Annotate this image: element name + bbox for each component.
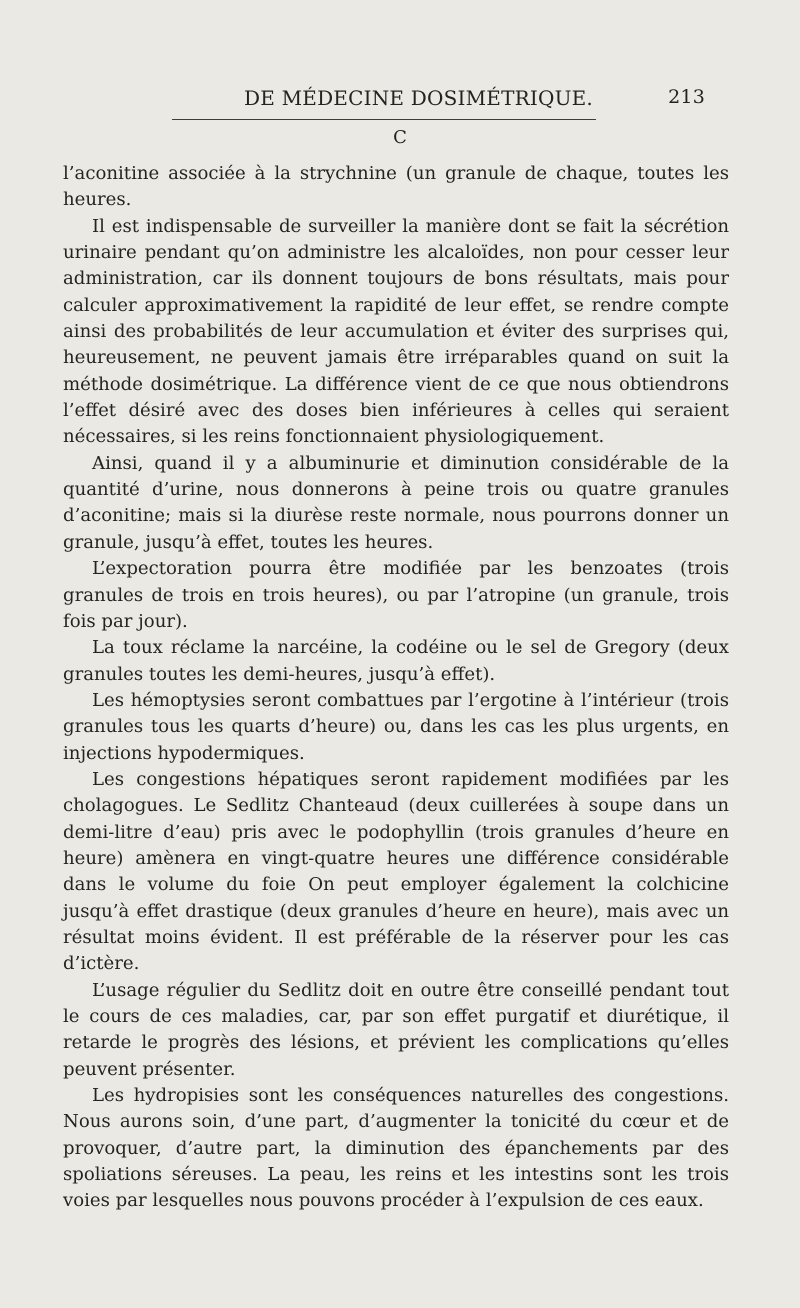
paragraph-hepatic-congestions: Les congestions hépatiques seront rapidement modifiées par les cholagogues. Le Sedlitz Chanteaud (deux cuillerées à soupe dans un demi-litre d’eau) pris avec le podophyllin (trois granules d’heure en heure) amènera en vingt-quatre heures une différence considérable dans le volume du foie On peut employer également la colchicine jusqu’à effet drastique (deux granules d’heure en heure), mais avec un résultat moins évident. Il est préférable de la réserver pour les cas d’ictère. <box>63 768 729 975</box>
paragraph-urinary-secretion: Il est indispensable de surveiller la manière dont se fait la sécrétion urinaire pendant qu’on administre les alcaloïdes, non pour cesser leur administration, car ils donnent toujours de bons résultats, mais pour calculer approximativement la rapidité de leur effet, se rendre compte ainsi des probabilités de leur accumulation et éviter des surprises qui, heureusement, ne peuvent jamais être irréparables quand on suit la méthode dosimétrique. La différence vient de ce que nous obtiendrons l’effet désiré avec des doses bien inférieures à celles qui seraient nécessaires, si les reins fonctionnaient physiologiquement. <box>63 215 729 448</box>
signature-mark: C <box>393 127 407 148</box>
running-head <box>90 86 710 110</box>
paragraph-hemoptysis: Les hémoptysies seront combattues par l’ergotine à l’intérieur (trois granules tous les quarts d’heure) ou, dans les cas les plus urgents, en injections hypodermiques. <box>63 689 729 764</box>
header-rule <box>172 119 596 120</box>
paragraph-sedlitz-use: L’usage régulier du Sedlitz doit en outre être conseillé pendant tout le cours de ces maladies, car, par son effet purgatif et diurétique, il retarde le progrès des lésions, et prévient les complications qu’elles peuvent présenter. <box>63 979 729 1080</box>
paragraph-cough: La toux réclame la narcéine, la codéine ou le sel de Gregory (deux granules toutes les demi-heures, jusqu’à effet). <box>63 637 729 685</box>
running-title: DE MÉDECINE DOSIMÉTRIQUE. <box>244 86 593 110</box>
paragraph-expectoration: L’expectoration pourra être modifiée par les benzoates (trois granules de trois en trois heures), ou par l’atropine (un granule, trois fois par jour). <box>63 558 729 632</box>
paragraph-albuminuria: Ainsi, quand il y a albuminurie et diminution considérable de la quantité d’urine, nous donnerons à peine trois ou quatre granules d’aconitine; mais si la diurèse reste normale, nous pourrons donner un granule, jusqu’à effet, toutes les heures. <box>63 452 729 553</box>
paragraph-continued: l’aconitine associée à la strychnine (un granule de chaque, toutes les heures. <box>63 163 729 211</box>
paragraph-hydropsies: Les hydropisies sont les conséquences naturelles des congestions. Nous aurons soin, d’une part, d’augmenter la tonicité du cœur et de provoquer, d’autre part, la diminution des épanchements par des spoliations séreuses. La peau, les reins et les intestins sont les trois voies par lesquelles nous pouvons procéder à l’expulsion de ces eaux. <box>63 1085 729 1212</box>
body-text <box>63 161 729 1215</box>
page-number: 213 <box>668 86 705 108</box>
